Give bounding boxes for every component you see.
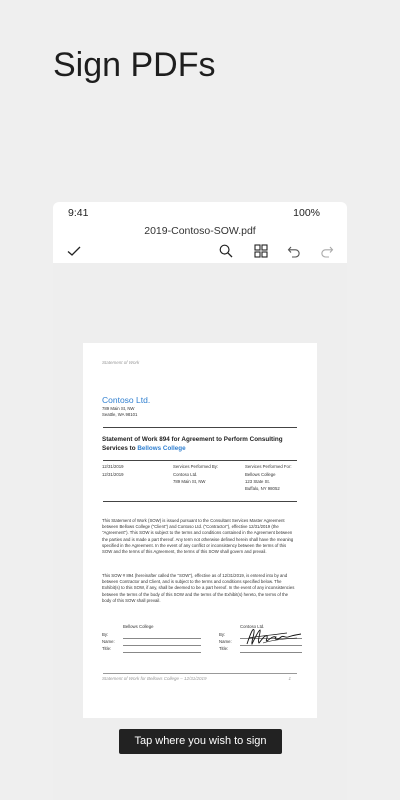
col1-label: 12/31/2019 (102, 464, 124, 469)
checkmark-icon[interactable] (64, 241, 84, 261)
text-line: the parties and is made a part thereof. Any term not otherwise defined herein shall have the meaning (102, 536, 294, 542)
phone-frame (53, 202, 347, 800)
heading-prefix: Services to (102, 445, 138, 452)
col2-label: Services Performed By: (173, 464, 219, 469)
divider (103, 501, 297, 502)
col2-value-2: 789 Main St, NW (173, 479, 206, 484)
pdf-page[interactable] (83, 343, 317, 718)
title-line[interactable] (240, 652, 302, 653)
text-line: SOW and the terms of this Agreement, the terms of this SOW shall govern and prevail. (102, 549, 267, 555)
text-line: between the terms of the body of this SOW and the terms of the Exhibit(s) hereto, the terms of the (102, 591, 289, 597)
document-heading (102, 435, 317, 453)
text-line: between Bellows College ("Client") and Contoso Ltd. ("Contractor"), effective 12/31/2019 (the (102, 524, 279, 530)
name-line[interactable] (123, 645, 201, 646)
col1-value: 12/31/2019 (102, 472, 124, 477)
col3-value-3: Buffalo, NY 98052 (245, 486, 280, 491)
text-line: This SOW # 894 (hereinafter called the "SOW"), effective as of 12/31/2019, is entered into by and (102, 573, 288, 578)
status-battery: 100% (293, 207, 320, 219)
text-line: Exhibit(s) to this SOW, if any, shall be deemed to be a part hereof. In the event of any inconsistencies (102, 585, 295, 591)
divider (103, 427, 297, 428)
col2-value-1: Contoso Ltd. (173, 472, 198, 477)
sign-hint-toast: Tap where you wish to sign (119, 729, 282, 754)
redo-icon[interactable] (317, 241, 337, 261)
text-line: This Statement of Work (SOW) is issued pursuant to the Consultant Services Master Agreement (102, 518, 285, 523)
heading-client: Bellows College (137, 445, 186, 452)
text-line: between Contractor and Client, and is subject to the terms and conditions specified below. The (102, 579, 282, 585)
signature-line[interactable] (123, 638, 201, 639)
company-address-2: Seattle, WA 98101 (102, 412, 138, 417)
text-line: body of this SOW shall prevail. (102, 597, 161, 603)
col3-value-1: Bellows College (245, 472, 276, 477)
text-line: specified in the Agreement. In the event of any conflict or inconsistency between the terms of this (102, 542, 287, 548)
undo-icon[interactable] (284, 241, 304, 261)
col3-label: Services Performed For: (245, 464, 292, 469)
toolbar (53, 239, 347, 263)
sig-by-label-left: By: (102, 632, 109, 637)
paragraph-1 (102, 518, 308, 555)
page-number: 1 (288, 676, 291, 681)
signature-org-left: Bellows College (123, 624, 154, 629)
signature-org-right: Contoso Ltd. (240, 624, 265, 629)
heading-line-2 (102, 444, 317, 453)
document-viewer[interactable] (53, 263, 347, 800)
divider (103, 460, 297, 461)
company-name: Contoso Ltd. (102, 395, 151, 405)
handwritten-signature (243, 626, 305, 648)
page-footer: Statement of Work for Bellows College – 12/31/2019 (102, 676, 207, 681)
sig-title-label-left: Title: (102, 646, 112, 651)
text-line: "Agreement"). This SOW is subject to the terms and conditions contained in the Agreement between (102, 530, 293, 536)
paragraph-2 (102, 573, 308, 604)
company-address-1: 789 Main St, NW (102, 406, 135, 411)
title-line[interactable] (123, 652, 201, 653)
sig-title-label-right: Title: (219, 646, 229, 651)
status-time: 9:41 (68, 207, 89, 219)
grid-icon[interactable] (251, 241, 271, 261)
heading-line-1: Statement of Work 894 for Agreement to Perform Consulting (102, 436, 283, 443)
page-header-label: Statement of Work (102, 360, 140, 365)
sig-name-label-right: Name: (219, 639, 232, 644)
status-bar (53, 202, 347, 224)
document-title: 2019-Contoso-SOW.pdf (144, 225, 256, 237)
sig-name-label-left: Name: (102, 639, 115, 644)
col3-value-2: 123 State St. (245, 479, 270, 484)
headline: Sign PDFs (53, 46, 216, 84)
footer-divider (103, 673, 297, 674)
search-icon[interactable] (216, 241, 236, 261)
sig-by-label-right: By: (219, 632, 226, 637)
